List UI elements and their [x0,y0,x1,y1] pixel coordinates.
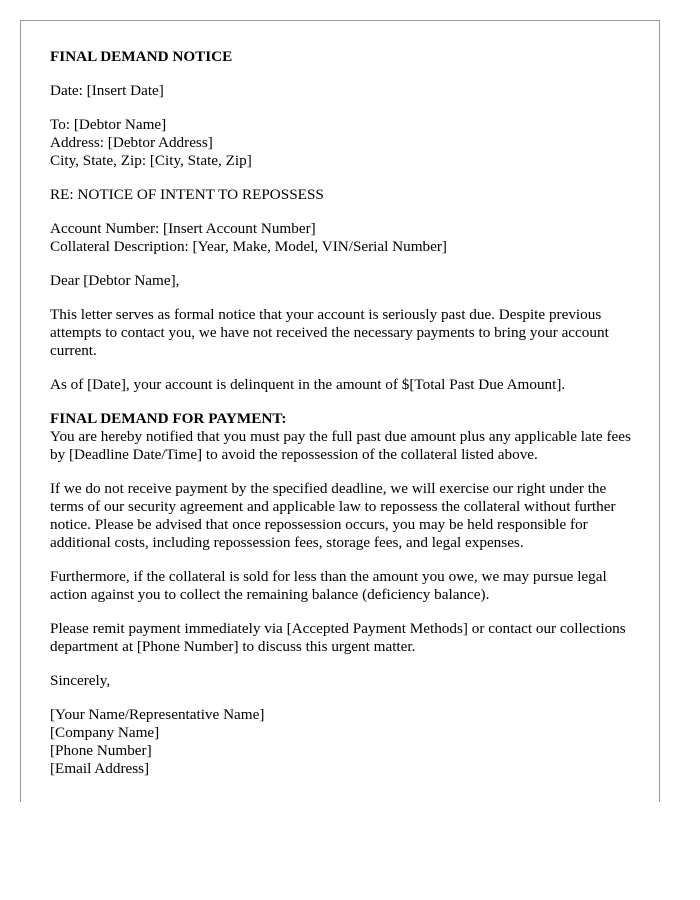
recipient-block [50,116,631,170]
letter-date: Date: [Insert Date] [50,82,164,99]
recipient-address: Address: [Debtor Address] [50,134,213,151]
subject-line: RE: NOTICE OF INTENT TO REPOSSESS [50,186,324,203]
demand-block [50,410,631,464]
paragraph-delinquent-amount: As of [Date], your account is delinquent in the amount of $[Total Past Due Amount]. [50,376,566,393]
paragraph-repossession: If we do not receive payment by the specified deadline, we will exercise our right under the terms of our security agreement and applicable law to repossess the collateral without further notice. Please be advised that once repossession occurs, you may be held responsible for additional costs, including repossession fees, storage fees, and legal expenses. [50,480,616,551]
signature-company: [Company Name] [50,724,160,741]
signature-phone: [Phone Number] [50,742,152,759]
signature-block [50,706,631,778]
signature-email: [Email Address] [50,760,150,777]
signature-name: [Your Name/Representative Name] [50,706,265,723]
collateral-description: Collateral Description: [Year, Make, Model, VIN/Serial Number] [50,238,447,255]
salutation: Dear [Debtor Name], [50,272,180,289]
demand-heading: FINAL DEMAND FOR PAYMENT: [50,410,287,427]
recipient-name: To: [Debtor Name] [50,116,167,133]
recipient-city: City, State, Zip: [City, State, Zip] [50,152,252,169]
paragraph-remit-payment: Please remit payment immediately via [Accepted Payment Methods] or contact our collections department at [Phone Number] to discuss this urgent matter. [50,620,626,655]
letter-page [20,20,660,802]
account-number: Account Number: [Insert Account Number] [50,220,316,237]
letter-title: FINAL DEMAND NOTICE [50,48,233,65]
account-block [50,220,631,256]
closing: Sincerely, [50,672,111,689]
paragraph-deficiency: Furthermore, if the collateral is sold for less than the amount you owe, we may pursue legal action against you to collect the remaining balance (deficiency balance). [50,568,607,603]
paragraph-past-due: This letter serves as formal notice that your account is seriously past due. Despite previous attempts to contact you, we have not received the necessary payments to bring your account current. [50,306,609,359]
demand-text: You are hereby notified that you must pay the full past due amount plus any applicable late fees by [Deadline Date/Time] to avoid the repossession of the collateral listed above. [50,428,631,463]
